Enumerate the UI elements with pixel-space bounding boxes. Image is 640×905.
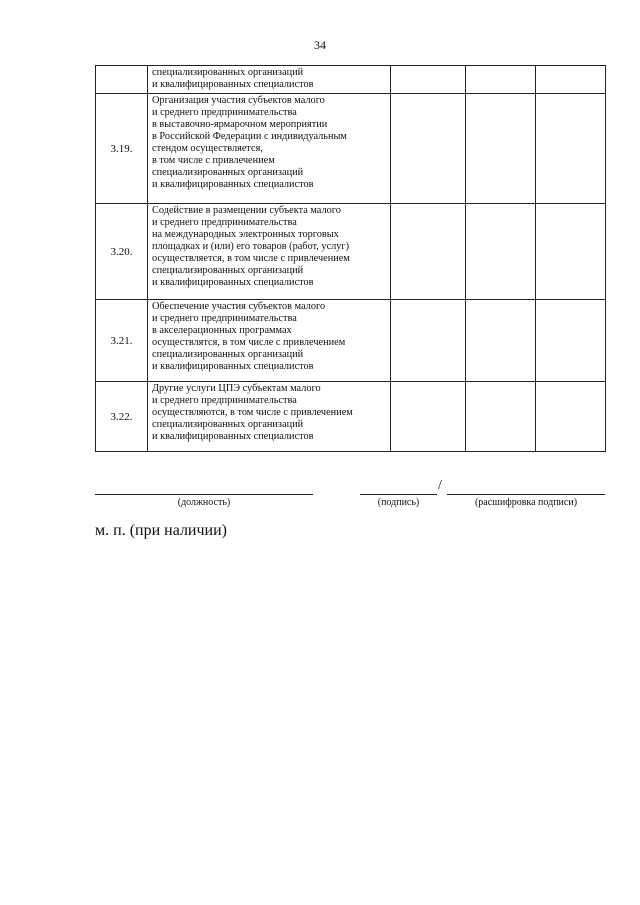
transcript-label: (расшифровка подписи) [474, 497, 578, 508]
description-line: в том числе с привлечением [152, 155, 275, 166]
row-number: 3.22. [96, 382, 148, 452]
table-row [96, 66, 606, 94]
service-description [148, 382, 391, 452]
signature-separator: / [438, 478, 442, 493]
description-line: специализированных организаций [152, 419, 304, 430]
service-description [148, 300, 391, 382]
description-line: осуществляются, в том числе с привлечением [152, 407, 353, 418]
empty-cell [466, 204, 536, 300]
service-description [148, 94, 391, 204]
service-description [148, 204, 391, 300]
description-line: и среднего предпринимательства [152, 395, 297, 406]
description-line: в выставочно-ярмарочном мероприятии [152, 119, 328, 130]
signature-line [360, 494, 437, 495]
description-line: и квалифицированных специалистов [152, 179, 314, 190]
transcript-line [447, 494, 605, 495]
table-row [96, 382, 606, 452]
empty-cell [391, 66, 466, 94]
description-line: и среднего предпринимательства [152, 217, 297, 228]
description-line: специализированных организаций [152, 167, 304, 178]
description-line: и квалифицированных специалистов [152, 277, 314, 288]
description-line: и среднего предпринимательства [152, 313, 297, 324]
description-line: и квалифицированных специалистов [152, 431, 314, 442]
description-line: осуществлятся, в том числе с привлечением [152, 337, 346, 348]
description-line: Обеспечение участия субъектов малого [152, 301, 326, 312]
empty-cell [466, 382, 536, 452]
description-line: в Российской Федерации с индивидуальным [152, 131, 347, 142]
description-line: Другие услуги ЦПЭ субъектам малого [152, 383, 321, 394]
description-line: и квалифицированных специалистов [152, 361, 314, 372]
empty-cell [536, 204, 606, 300]
stamp-note: м. п. (при наличии) [95, 522, 227, 539]
description-line: специализированных организаций [152, 67, 304, 78]
position-line [95, 494, 313, 495]
empty-cell [391, 204, 466, 300]
row-number: 3.19. [96, 94, 148, 204]
description-line: площадках и (или) его товаров (работ, услуг) [152, 241, 350, 252]
service-description [148, 66, 391, 94]
description-line: на международных электронных торговых [152, 229, 339, 240]
empty-cell [466, 66, 536, 94]
services-table [95, 65, 606, 452]
empty-cell [536, 66, 606, 94]
description-line: стендом осуществляется, [152, 143, 263, 154]
empty-cell [466, 94, 536, 204]
empty-cell [536, 94, 606, 204]
description-line: специализированных организаций [152, 265, 304, 276]
row-number [96, 66, 148, 94]
empty-cell [391, 94, 466, 204]
row-number: 3.20. [96, 204, 148, 300]
empty-cell [391, 382, 466, 452]
table-row [96, 94, 606, 204]
table-row [96, 300, 606, 382]
empty-cell [391, 300, 466, 382]
signature-label: (подпись) [377, 497, 420, 508]
position-label: (должность) [177, 497, 231, 508]
description-line: и среднего предпринимательства [152, 107, 297, 118]
table-row [96, 204, 606, 300]
empty-cell [466, 300, 536, 382]
page-number: 34 [314, 38, 326, 52]
empty-cell [536, 300, 606, 382]
description-line: в акселерационных программах [152, 325, 292, 336]
description-line: специализированных организаций [152, 349, 304, 360]
description-line: Содействие в размещении субъекта малого [152, 205, 341, 216]
description-line: осуществляется, в том числе с привлечением [152, 253, 350, 264]
empty-cell [536, 382, 606, 452]
description-line: и квалифицированных специалистов [152, 79, 314, 90]
description-line: Организация участия субъектов малого [152, 95, 325, 106]
row-number: 3.21. [96, 300, 148, 382]
